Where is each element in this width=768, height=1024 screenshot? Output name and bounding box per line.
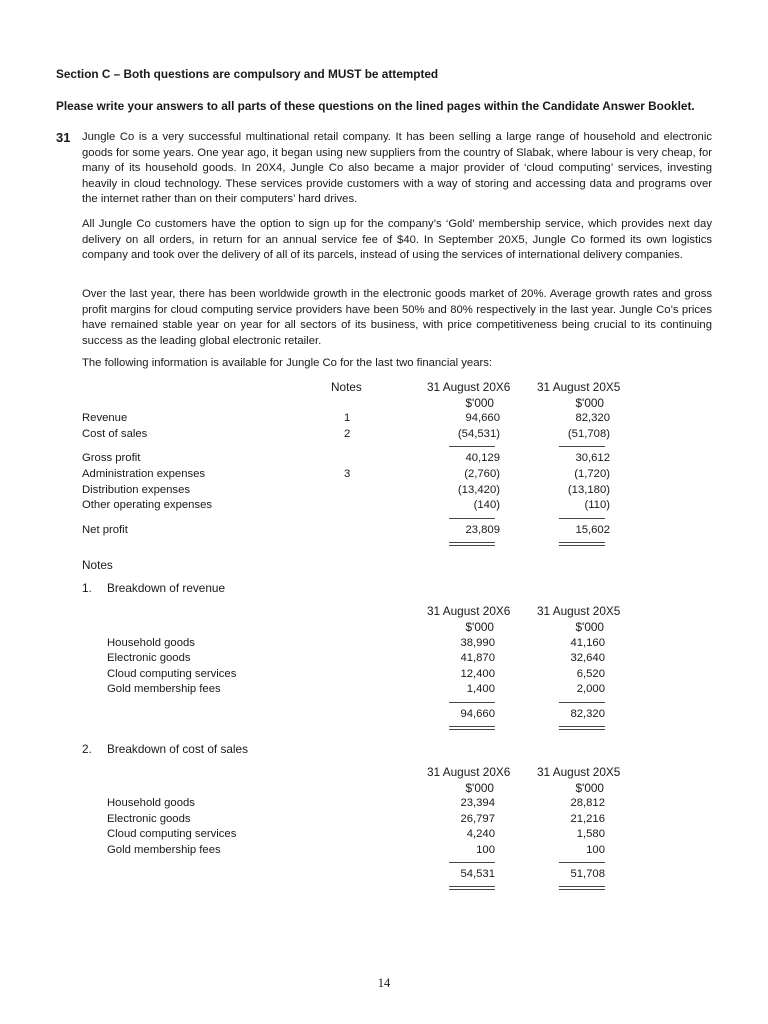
row-y2-admin-expenses: (1,720)	[574, 468, 610, 480]
note-2-label-electronic: Electronic goods	[107, 813, 191, 825]
subtotal-rule	[559, 446, 605, 447]
paragraph-2: All Jungle Co customers have the option to sign up for the company’s ‘Gold’ membership service, which provides next day delivery on all orders, in return for an annual service fee of $40. In September 20X5, Jungle Co formed its own logistics company and took over the delivery of all of its parcels, instead of using the services of international delivery companies.	[82, 218, 712, 262]
subtotal-rule	[559, 518, 605, 519]
note-1-label-electronic: Electronic goods	[107, 652, 191, 664]
note-2-y1-cloud: 4,240	[466, 828, 495, 840]
note-1-y1-electronic: 41,870	[460, 652, 495, 664]
note-2-total-y2: 51,708	[570, 868, 605, 880]
row-y1-other-expenses: (140)	[473, 499, 500, 511]
note-1-y1-household: 38,990	[460, 637, 495, 649]
row-label-cost-of-sales: Cost of sales	[82, 428, 148, 440]
total-double-rule	[559, 886, 605, 890]
year-1-unit: $'000	[465, 396, 494, 410]
note-1-y2-household: 41,160	[570, 637, 605, 649]
note-2-label-gold: Gold membership fees	[107, 844, 221, 856]
section-heading: Section C – Both questions are compulsory and MUST be attempted	[56, 67, 439, 81]
subtotal-rule	[449, 862, 495, 863]
paragraph-1: Jungle Co is a very successful multinational retail company. It has been selling a large range of household and electronic goods for some years. One year ago, it began using new suppliers from the country of Slabak, where labour is very cheap, for many of its household goods. In 20X4, Jungle Co also became a major provider of ‘cloud computing’ services, investing heavily in cloud technology. These services provide customers with a way of storing and accessing data and programs over the internet rather than on their computers’ hard drives.	[82, 131, 712, 206]
row-y1-distribution-expenses: (13,420)	[457, 484, 500, 496]
year-1-header: 31 August 20X6	[427, 380, 511, 394]
note-2-year-2-unit: $'000	[575, 781, 604, 795]
year-2-unit: $'000	[575, 396, 604, 410]
row-label-distribution-expenses: Distribution expenses	[82, 484, 191, 496]
row-label-gross-profit: Gross profit	[82, 452, 141, 464]
note-2-y2-household: 28,812	[570, 797, 605, 809]
note-1-y2-gold: 2,000	[576, 683, 605, 695]
note-2-y1-gold: 100	[476, 844, 495, 856]
paragraph-3: Over the last year, there has been worldwide growth in the electronic goods market of 20%. Average growth rates and gross profit margins for cloud computing service providers have been 50% and 80% respectively in the last year. Jungle Co’s prices have remained stable year on year for all sectors of its business, with price competitiveness being crucial to its continuing success as the leading global electronic retailer.	[82, 288, 712, 347]
year-2-header: 31 August 20X5	[537, 380, 621, 394]
row-y1-admin-expenses: (2,760)	[464, 468, 500, 480]
row-note-revenue: 1	[344, 412, 351, 424]
row-y1-gross-profit: 40,129	[465, 452, 500, 464]
note-1-year-1-header: 31 August 20X6	[427, 604, 511, 618]
note-2-total-y1: 54,531	[460, 868, 495, 880]
row-y2-gross-profit: 30,612	[575, 452, 610, 464]
row-y1-revenue: 94,660	[465, 412, 500, 424]
page-number: 14	[377, 976, 391, 990]
row-label-revenue: Revenue	[82, 412, 128, 424]
row-y2-distribution-expenses: (13,180)	[567, 484, 610, 496]
total-double-rule	[559, 542, 605, 546]
instruction: Please write your answers to all parts of these questions on the lined pages within the Candidate Answer Booklet.	[56, 99, 695, 113]
subtotal-rule	[559, 862, 605, 863]
note-1-year-1-unit: $'000	[465, 620, 494, 634]
row-y1-net-profit: 23,809	[465, 524, 500, 536]
note-1-year-2-unit: $'000	[575, 620, 604, 634]
note-2-number: 2.	[82, 742, 92, 756]
row-y2-net-profit: 15,602	[575, 524, 610, 536]
note-1-total-y1: 94,660	[460, 708, 495, 720]
note-2-y2-gold: 100	[586, 844, 605, 856]
note-2-label-household: Household goods	[107, 797, 195, 809]
note-1-label-gold: Gold membership fees	[107, 683, 221, 695]
notes-column-header: Notes	[331, 380, 362, 394]
note-1-label-household: Household goods	[107, 637, 195, 649]
row-label-net-profit: Net profit	[82, 524, 128, 536]
subtotal-rule	[559, 702, 605, 703]
row-note-admin-expenses: 3	[344, 468, 351, 480]
note-1-y1-cloud: 12,400	[460, 668, 495, 680]
total-double-rule	[449, 726, 495, 730]
subtotal-rule	[449, 702, 495, 703]
row-y2-cost-of-sales: (51,708)	[567, 428, 610, 440]
note-1-y1-gold: 1,400	[466, 683, 495, 695]
row-label-admin-expenses: Administration expenses	[82, 468, 206, 480]
total-double-rule	[449, 542, 495, 546]
row-y2-revenue: 82,320	[575, 412, 610, 424]
row-note-cost-of-sales: 2	[344, 428, 351, 440]
note-2-y2-electronic: 21,216	[570, 813, 605, 825]
question-number: 31	[56, 130, 71, 145]
subtotal-rule	[449, 446, 495, 447]
row-label-other-expenses: Other operating expenses	[82, 499, 212, 511]
row-y1-cost-of-sales: (54,531)	[457, 428, 500, 440]
row-y2-other-expenses: (110)	[584, 499, 610, 511]
note-1-y2-cloud: 6,520	[576, 668, 605, 680]
note-2-year-2-header: 31 August 20X5	[537, 765, 621, 779]
note-2-title: Breakdown of cost of sales	[107, 742, 248, 756]
note-1-y2-electronic: 32,640	[570, 652, 605, 664]
total-double-rule	[559, 726, 605, 730]
note-2-y1-household: 23,394	[460, 797, 495, 809]
notes-heading: Notes	[82, 558, 113, 572]
note-1-year-2-header: 31 August 20X5	[537, 604, 621, 618]
paragraph-4: The following information is available for Jungle Co for the last two financial years:	[82, 357, 493, 369]
note-1-title: Breakdown of revenue	[107, 581, 226, 595]
note-2-year-1-header: 31 August 20X6	[427, 765, 511, 779]
note-1-number: 1.	[82, 581, 92, 595]
total-double-rule	[449, 886, 495, 890]
note-2-label-cloud: Cloud computing services	[107, 828, 237, 840]
subtotal-rule	[449, 518, 495, 519]
note-2-year-1-unit: $'000	[465, 781, 494, 795]
note-2-y2-cloud: 1,580	[576, 828, 605, 840]
note-1-total-y2: 82,320	[570, 708, 605, 720]
note-2-y1-electronic: 26,797	[460, 813, 495, 825]
note-1-label-cloud: Cloud computing services	[107, 668, 237, 680]
